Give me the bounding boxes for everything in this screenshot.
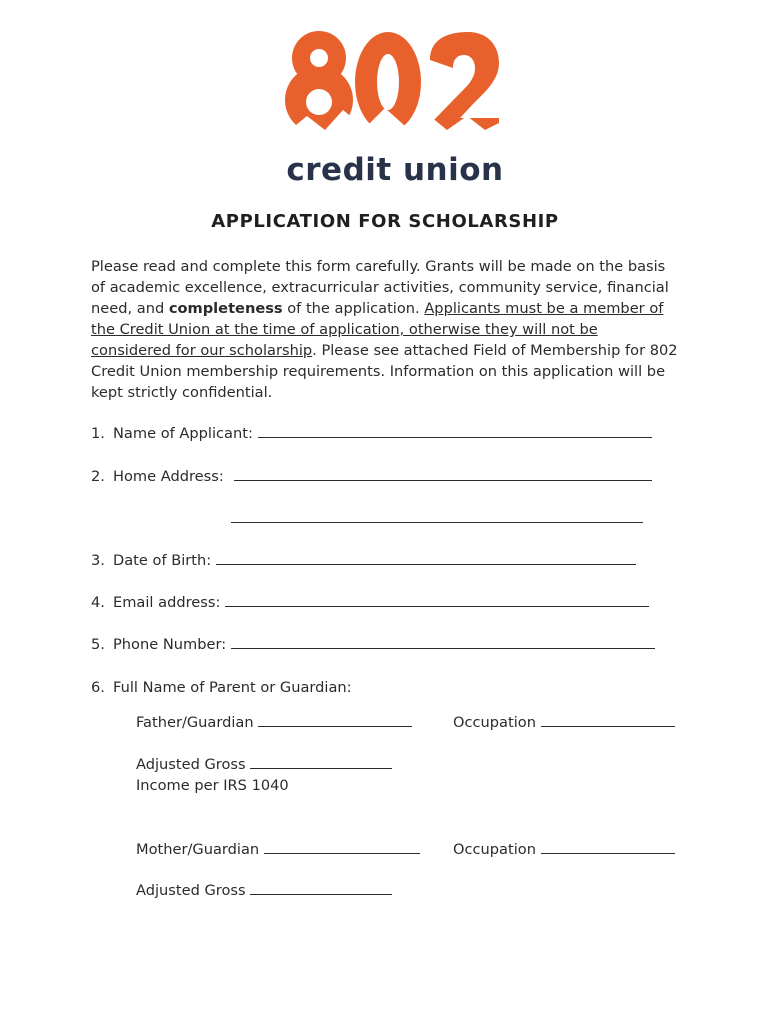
- father-guardian-input[interactable]: [258, 714, 412, 727]
- father-agi-input[interactable]: [250, 756, 392, 769]
- intro-text-2: of the application.: [282, 300, 425, 317]
- field-number: 3.: [91, 552, 105, 569]
- occupation-label: Occupation: [453, 841, 536, 858]
- field-number: 2.: [91, 468, 105, 485]
- field-label: Date of Birth:: [113, 552, 212, 569]
- logo-name-text: credit union: [286, 152, 504, 188]
- field-phone: [91, 636, 655, 653]
- field-home-address-line2: [231, 510, 643, 527]
- mother-occupation-row: [453, 841, 675, 858]
- home-address-input-1[interactable]: [234, 468, 652, 481]
- field-home-address: [91, 468, 652, 485]
- applicant-name-input[interactable]: [258, 425, 652, 438]
- home-address-input-2[interactable]: [231, 510, 643, 523]
- field-label: Name of Applicant:: [113, 425, 253, 442]
- father-guardian-row: [136, 714, 412, 731]
- email-input[interactable]: [225, 594, 649, 607]
- credit-union-logo: [285, 30, 505, 190]
- field-label: Home Address:: [113, 468, 224, 485]
- intro-underlined: Applicants must be a member of the Credit Union at the time of application, otherwise they will not be considered for our scholarship: [91, 300, 664, 359]
- field-number: 1.: [91, 425, 105, 442]
- mother-agi-row: [136, 882, 392, 899]
- father-occupation-input[interactable]: [541, 714, 675, 727]
- father-guardian-label: Father/Guardian: [136, 714, 254, 731]
- intro-text-3: . Please see attached Field of Membership for 802 Credit Union membership requirements. Information on this application will be kept strictly confidential.: [91, 342, 678, 401]
- intro-bold: completeness: [168, 300, 283, 317]
- field-number: 6.: [91, 679, 105, 696]
- field-applicant-name: [91, 425, 652, 442]
- mother-agi-input[interactable]: [250, 882, 392, 895]
- date-of-birth-input[interactable]: [216, 552, 636, 565]
- field-date-of-birth: [91, 552, 636, 569]
- mother-guardian-row: [136, 841, 420, 858]
- field-label: Full Name of Parent or Guardian:: [113, 679, 352, 696]
- agi-label: Adjusted Gross: [136, 882, 246, 899]
- agi-label: Adjusted Gross: [136, 756, 246, 773]
- field-label: Email address:: [113, 594, 221, 611]
- field-number: 4.: [91, 594, 105, 611]
- page-title: APPLICATION FOR SCHOLARSHIP: [211, 211, 559, 232]
- intro-text-1: Please read and complete this form carefully. Grants will be made on the basis of academic excellence, extracurricular activities, community service, financial need, and: [91, 258, 669, 317]
- mother-occupation-input[interactable]: [541, 841, 675, 854]
- field-label: Phone Number:: [113, 636, 227, 653]
- father-agi-row: [136, 756, 392, 773]
- occupation-label: Occupation: [453, 714, 536, 731]
- field-number: 5.: [91, 636, 105, 653]
- mother-guardian-input[interactable]: [264, 841, 420, 854]
- mother-guardian-label: Mother/Guardian: [136, 841, 260, 858]
- phone-input[interactable]: [231, 636, 655, 649]
- father-occupation-row: [453, 714, 675, 731]
- field-email: [91, 594, 649, 611]
- intro-paragraph: [91, 256, 681, 403]
- field-parent-guardian: [91, 679, 352, 696]
- agi-sublabel: Income per IRS 1040: [136, 777, 289, 794]
